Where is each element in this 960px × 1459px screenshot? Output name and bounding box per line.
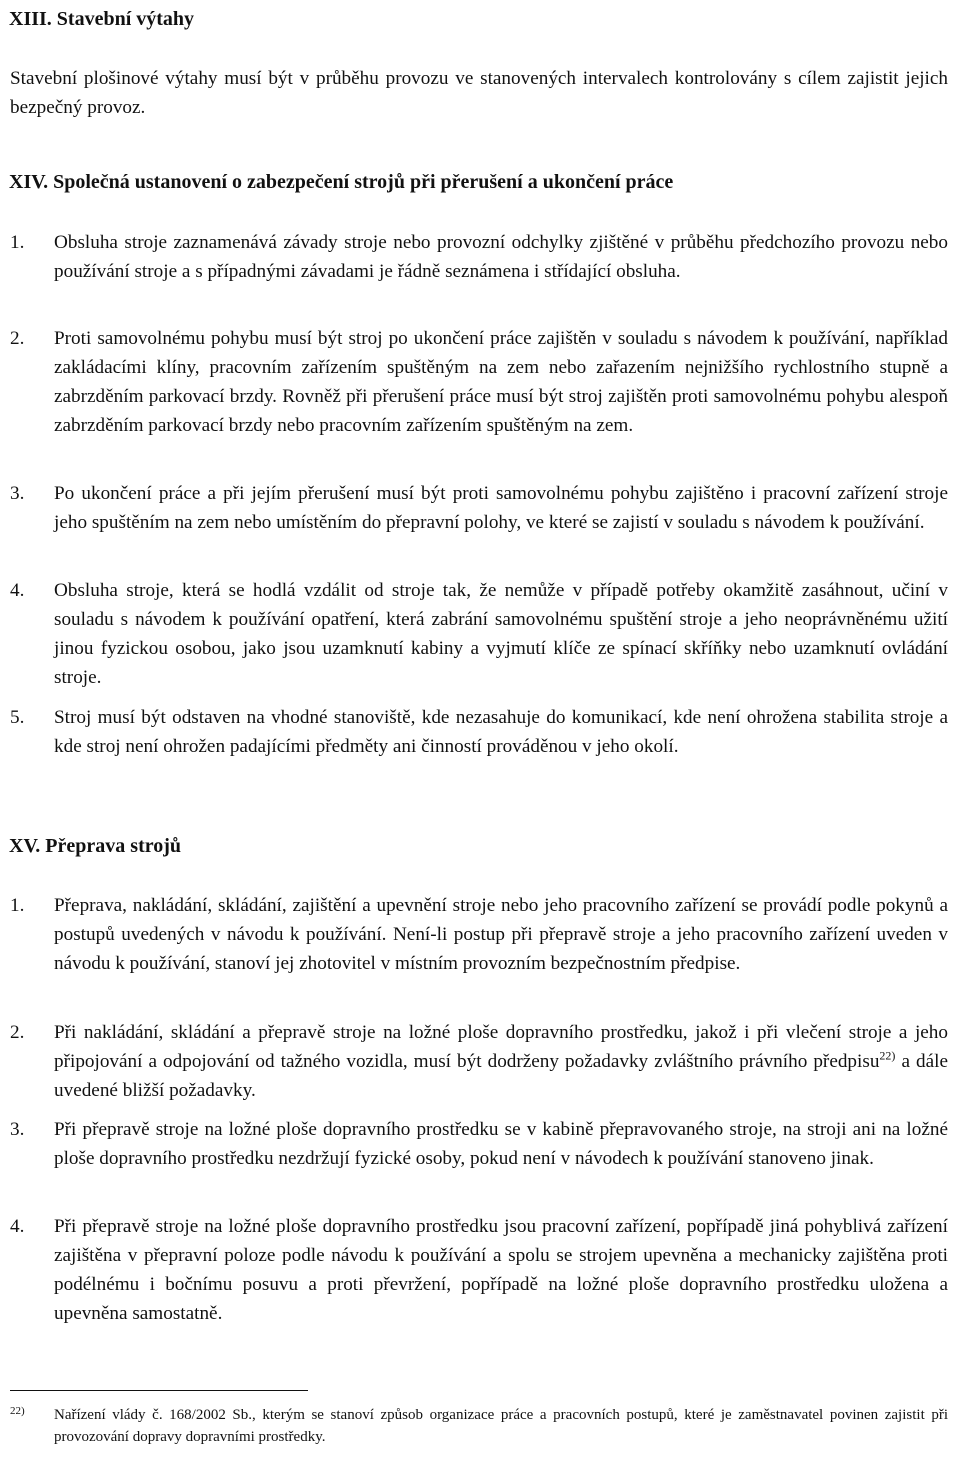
section-15-item-2	[10, 1018, 948, 1105]
section-14-item-4	[10, 576, 948, 692]
item-text: Při přepravě stroje na ložné ploše dopravního prostředku se v kabině přepravovaného stroje, na stroji ani na ložné ploše dopravního prostředku nezdržují fyzické osoby, pokud není v návodech k používání stanoveno jinak.	[54, 1119, 948, 1169]
footnote-reference: 22)	[879, 1048, 896, 1063]
section-14-item-2	[10, 324, 948, 440]
section-15-item-1	[10, 891, 948, 978]
section-14-heading: XIV. Společná ustanovení o zabezpečení strojů při přerušení a ukončení práce	[9, 171, 674, 193]
footnote-mark: 22)	[10, 1405, 25, 1417]
item-number: 2.	[10, 328, 25, 349]
item-text: Obsluha stroje, která se hodlá vzdálit od stroje tak, že nemůže v případě potřeby okamžitě zasáhnout, učiní v souladu s návodem k používání opatření, která zabrání samovolnému spuštění stroje a jeho neoprávněnému užití jinou fyzickou osobou, jako jsou uzamknutí kabiny a vyjmutí klíče ze spínací skříňky nebo uzamknutí ovládání stroje.	[54, 580, 948, 688]
item-number: 3.	[10, 483, 25, 504]
section-13-paragraph: Stavební plošinové výtahy musí být v průběhu provozu ve stanovených intervalech kontrolovány s cílem zajistit jejich bezpečný provoz.	[10, 68, 948, 118]
item-number: 5.	[10, 707, 25, 728]
item-number: 1.	[10, 232, 25, 253]
section-14-item-1	[10, 228, 948, 286]
item-text	[54, 1018, 948, 1105]
item-text: Přeprava, nakládání, skládání, zajištění a upevnění stroje nebo jeho pracovního zařízení se provádí podle pokynů a postupů uvedených v návodu k používání. Není-li postup při přepravě stroje a jeho pracovního zařízení uveden v návodu k používání, stanoví jej zhotovitel v místním provozním bezpečnostním předpise.	[54, 895, 948, 974]
item-text: Při přepravě stroje na ložné ploše dopravního prostředku jsou pracovní zařízení, popřípadě jiná pohyblivá zařízení zajištěna v přepravní poloze podle návodu k používání a spolu se strojem upevněna a mechanicky zajištěna proti podélnému i bočnímu posuvu a proti převržení, popřípadě na ložné ploše dopravního prostředku uložena a upevněna samostatně.	[54, 1216, 948, 1324]
section-13-heading: XIII. Stavební výtahy	[9, 8, 195, 30]
section-14-item-3	[10, 479, 948, 537]
section-15-item-4	[10, 1212, 948, 1328]
footnote-text: Nařízení vlády č. 168/2002 Sb., kterým se stanoví způsob organizace práce a pracovních postupů, které je zaměstnavatel povinen zajistit při provozování dopravy dopravními prostředky.	[54, 1407, 948, 1445]
item-number: 1.	[10, 895, 25, 916]
item-text: Stroj musí být odstaven na vhodné stanoviště, kde nezasahuje do komunikací, kde není ohrožena stabilita stroje a kde stroj není ohrožen padajícími předměty ani činností prováděnou v jeho okolí.	[54, 707, 948, 757]
footnote	[10, 1404, 948, 1448]
item-number: 4.	[10, 1216, 25, 1237]
item-text: Po ukončení práce a při jejím přerušení musí být proti samovolnému pohybu zajištěno i pracovní zařízení stroje jeho spuštěním na zem nebo umístěním do přepravní polohy, ve které se zajistí v souladu s návodem k používání.	[54, 483, 948, 533]
section-15-item-3	[10, 1115, 948, 1173]
footnote-divider	[10, 1390, 308, 1391]
item-text-after: a dále uvedené bližší požadavky.	[54, 1051, 948, 1101]
item-text: Obsluha stroje zaznamenává závady stroje nebo provozní odchylky zjištěné v průběhu předchozího provozu nebo používání stroje a s případnými závadami je řádně seznámena i střídající obsluha.	[54, 232, 948, 282]
item-text: Proti samovolnému pohybu musí být stroj po ukončení práce zajištěn v souladu s návodem k používání, například zakládacími klíny, pracovním zařízením spuštěným na zem nebo zařazením nejnižšího rychlostního stupně a zabrzděním parkovací brzdy. Rovněž při přerušení práce musí být stroj zajištěn proti samovolnému pohybu alespoň zabrzděním parkovací brzdy nebo pracovním zařízením spuštěným na zem.	[54, 328, 948, 436]
section-15-heading: XV. Přeprava strojů	[9, 835, 182, 857]
item-number: 4.	[10, 580, 25, 601]
item-number: 3.	[10, 1119, 25, 1140]
item-text-before: Při nakládání, skládání a přepravě stroje na ložné ploše dopravního prostředku, jakož i při vlečení stroje a jeho připojování a odpojování od tažného vozidla, musí být dodrženy požadavky zvláštního právního předpisu	[54, 1022, 948, 1072]
section-14-item-5	[10, 703, 948, 761]
item-number: 2.	[10, 1022, 25, 1043]
